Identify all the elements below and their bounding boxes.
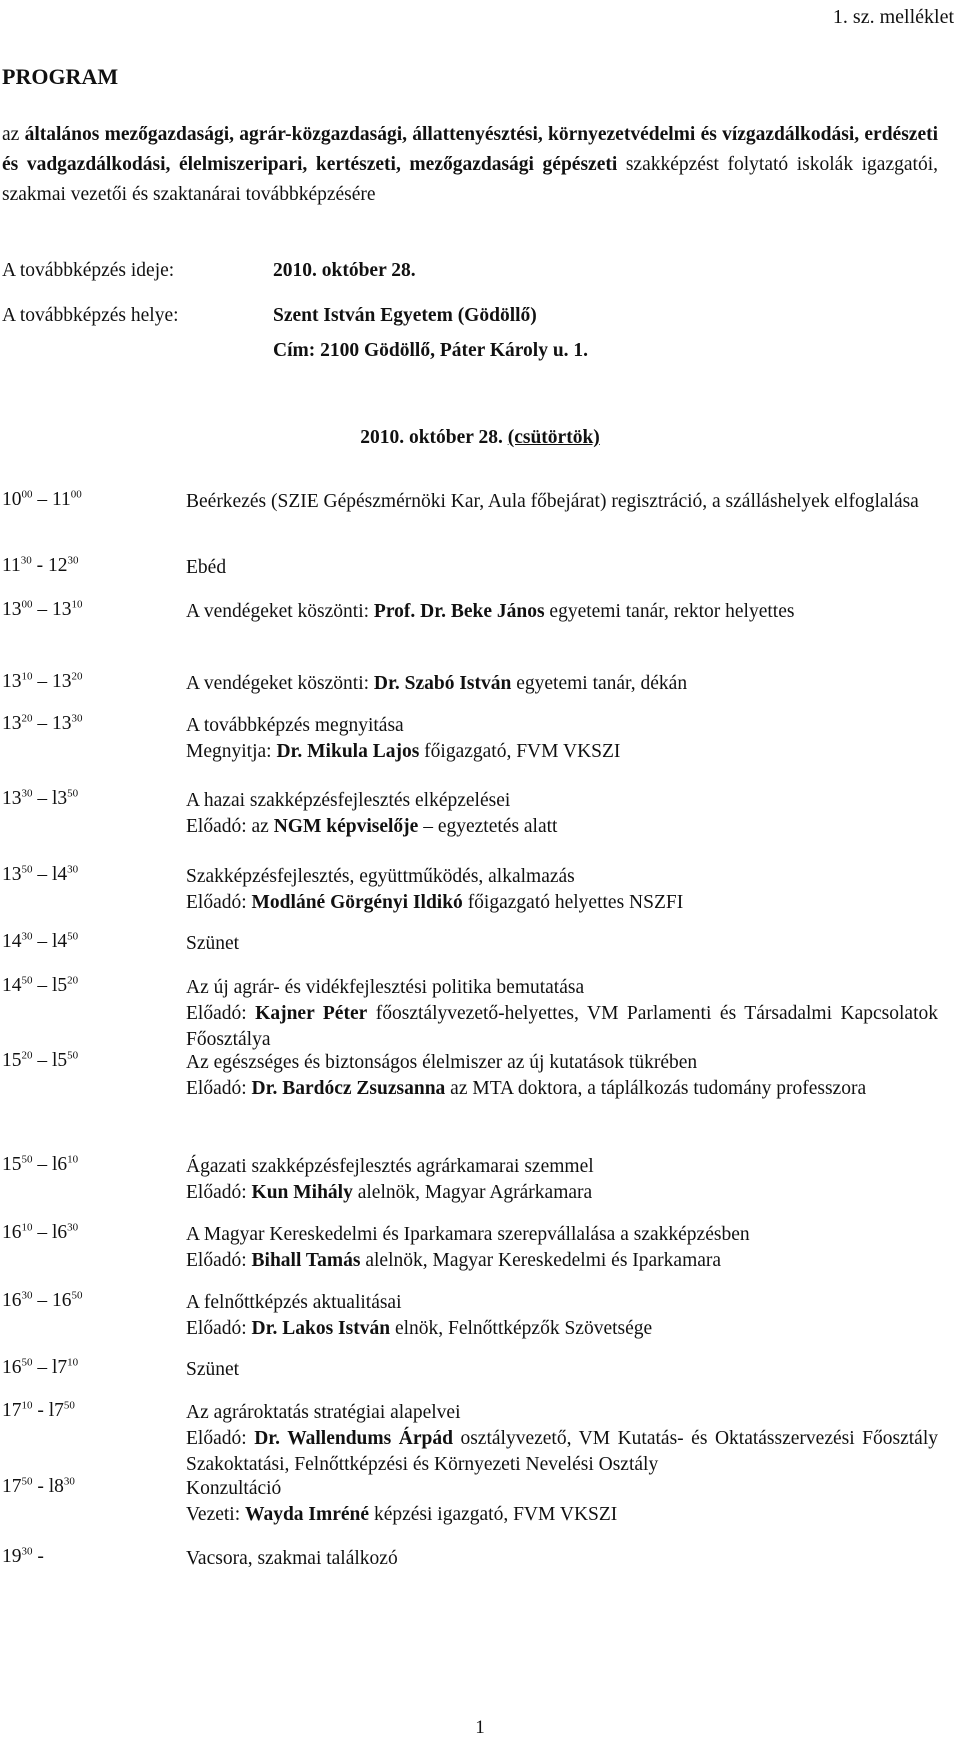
- description-line: [186, 1248, 938, 1274]
- time-range: [2, 862, 78, 887]
- highlighted-name: Bihall Tamás: [251, 1250, 361, 1271]
- description-line: [186, 1546, 938, 1572]
- schedule-description: [186, 1357, 938, 1383]
- end-hour: l5: [52, 975, 68, 996]
- start-minute: 50: [21, 863, 33, 876]
- description-text: A vendégeket köszönti:: [186, 673, 374, 694]
- end-minute: 30: [67, 1221, 79, 1234]
- schedule-description: [186, 1154, 938, 1206]
- highlighted-name: Dr. Bardócz Zsuzsanna: [251, 1078, 446, 1099]
- description-line: [186, 931, 938, 957]
- intro-paragraph: [2, 120, 938, 210]
- description-text: Ágazati szakképzésfejlesztés agrárkamarai szemmel: [186, 1156, 594, 1177]
- description-line: [186, 671, 938, 697]
- description-text: – egyeztetés alatt: [418, 816, 558, 837]
- training-place-label: A továbbképzés helye:: [2, 305, 179, 326]
- end-minute: 50: [67, 930, 79, 943]
- time-range: [2, 1398, 75, 1423]
- description-line: [186, 739, 938, 765]
- intro-text-start: az: [2, 124, 25, 145]
- description-text: Előadó:: [186, 1003, 256, 1024]
- description-line: [186, 1426, 938, 1478]
- end-minute: 30: [67, 554, 79, 567]
- start-hour: 16: [2, 1222, 22, 1243]
- description-line: [186, 1154, 938, 1180]
- schedule-description: [186, 599, 938, 625]
- start-hour: 17: [2, 1400, 22, 1421]
- end-hour: 13: [52, 713, 72, 734]
- start-hour: 13: [2, 788, 22, 809]
- description-line: [186, 864, 938, 890]
- time-separator: –: [32, 1154, 52, 1175]
- end-hour: l4: [52, 864, 68, 885]
- start-hour: 13: [2, 599, 22, 620]
- time-range: [2, 669, 83, 694]
- description-line: [186, 1180, 938, 1206]
- start-minute: 10: [21, 670, 33, 683]
- schedule-description: [186, 931, 938, 957]
- schedule-description: [186, 489, 938, 515]
- time-separator: –: [32, 1050, 52, 1071]
- description-line: [186, 1476, 938, 1502]
- description-text: Szakképzésfejlesztés, együttműködés, alkalmazás: [186, 866, 575, 887]
- description-line: [186, 1050, 938, 1076]
- start-minute: 00: [21, 598, 33, 611]
- highlighted-name: Dr. Lakos István: [251, 1318, 391, 1339]
- description-text: A Magyar Kereskedelmi és Iparkamara szerepvállalása a szakképzésben: [186, 1224, 750, 1245]
- training-address-value: Cím: 2100 Gödöllő, Páter Károly u. 1.: [273, 340, 589, 361]
- start-hour: 17: [2, 1476, 22, 1497]
- schedule-description: [186, 788, 938, 840]
- end-minute: 50: [67, 787, 79, 800]
- highlighted-name: Prof. Dr. Beke János: [373, 601, 545, 622]
- time-separator: -: [32, 1476, 49, 1497]
- start-minute: 30: [21, 1545, 33, 1558]
- intro-text-end: szakképzést folytató iskolák igazgatói, szakmai vezetői és szaktanárai továbbképzésére: [2, 154, 938, 205]
- end-minute: 10: [67, 1153, 79, 1166]
- start-minute: 30: [20, 554, 32, 567]
- description-line: [186, 1400, 938, 1426]
- start-hour: 13: [2, 864, 22, 885]
- description-text: Ebéd: [186, 557, 227, 578]
- intro-schools-list: általános mezőgazdasági, agrár-közgazdasági, állattenyésztési, környezetvédelmi és vízgazdálkodási, erdészeti és vadgazdálkodási, élelmiszeripari, kertészeti, mezőgazdasági gépészeti: [2, 124, 939, 175]
- description-text: osztályvezető, VM Kutatás- és Oktatásszervezési Főosztály Szakoktatási, Felnőttképzési és Környezeti Nevelési Osztály: [186, 1428, 938, 1475]
- highlighted-name: Kun Mihály: [251, 1182, 353, 1203]
- description-text: Előadó:: [186, 1250, 252, 1271]
- start-minute: 30: [21, 1289, 33, 1302]
- description-text: Az új agrár- és vidékfejlesztési politika bemutatása: [186, 977, 585, 998]
- description-text: Konzultáció: [186, 1478, 282, 1499]
- time-range: [2, 1474, 75, 1499]
- description-text: A vendégeket köszönti:: [186, 601, 374, 622]
- description-text: A felnőttképzés aktualitásai: [186, 1292, 402, 1313]
- schedule-description: [186, 1546, 938, 1572]
- end-hour: l6: [52, 1154, 68, 1175]
- training-date-value: 2010. október 28.: [273, 260, 416, 281]
- highlighted-name: NGM képviselője: [273, 816, 419, 837]
- start-minute: 50: [21, 1153, 33, 1166]
- time-range: [2, 1152, 78, 1177]
- time-range: [2, 487, 82, 512]
- annex-label: 1. sz. melléklet: [832, 6, 954, 28]
- description-text: Előadó:: [186, 1078, 252, 1099]
- start-minute: 30: [21, 787, 33, 800]
- description-text: elnök, Felnőttképzők Szövetsége: [390, 1318, 653, 1339]
- description-text: Szünet: [186, 933, 240, 954]
- time-separator: –: [32, 864, 52, 885]
- description-text: Vacsora, szakmai találkozó: [186, 1548, 398, 1569]
- description-text: Előadó:: [186, 892, 252, 913]
- description-line: [186, 599, 938, 625]
- time-separator: –: [32, 931, 52, 952]
- schedule-description: [186, 1290, 938, 1342]
- start-hour: 13: [2, 671, 22, 692]
- start-minute: 10: [21, 1221, 33, 1234]
- end-minute: 50: [67, 1049, 79, 1062]
- description-line: [186, 1290, 938, 1316]
- end-hour: 11: [52, 489, 71, 510]
- schedule-description: [186, 713, 938, 765]
- day-heading: [0, 425, 960, 450]
- description-text: főigazgató, FVM VKSZI: [419, 741, 621, 762]
- description-text: az MTA doktora, a táplálkozás tudomány professzora: [445, 1078, 867, 1099]
- description-line: [186, 1001, 938, 1053]
- end-minute: 20: [71, 670, 83, 683]
- time-separator: –: [32, 788, 52, 809]
- description-line: [186, 814, 938, 840]
- page-number: 1: [475, 1717, 485, 1738]
- time-separator: –: [32, 1290, 52, 1311]
- schedule-description: [186, 1476, 938, 1528]
- start-minute: 50: [21, 1475, 33, 1488]
- time-separator: –: [32, 713, 52, 734]
- end-hour: 12: [48, 555, 68, 576]
- start-minute: 00: [21, 488, 33, 501]
- start-minute: 30: [21, 930, 33, 943]
- schedule-description: [186, 671, 938, 697]
- description-text: alelnök, Magyar Kereskedelmi és Iparkamara: [360, 1250, 722, 1271]
- day-heading-weekday: (csütörtök): [507, 427, 600, 448]
- description-line: [186, 713, 938, 739]
- description-line: [186, 890, 938, 916]
- time-separator: –: [32, 1357, 52, 1378]
- description-text: Előadó: az: [186, 816, 274, 837]
- time-range: [2, 1288, 83, 1313]
- description-text: főigazgató helyettes NSZFI: [462, 892, 684, 913]
- start-hour: 15: [2, 1154, 22, 1175]
- description-line: [186, 555, 938, 581]
- description-text: képzési igazgató, FVM VKSZI: [369, 1504, 618, 1525]
- start-hour: 11: [2, 555, 21, 576]
- description-text: Előadó:: [186, 1182, 252, 1203]
- start-hour: 14: [2, 975, 22, 996]
- end-minute: 50: [71, 1289, 83, 1302]
- program-title: PROGRAM: [2, 64, 119, 89]
- schedule-description: [186, 1222, 938, 1274]
- time-range: [2, 929, 78, 954]
- highlighted-name: Modláné Görgényi Ildikó: [251, 892, 463, 913]
- description-line: [186, 975, 938, 1001]
- time-range: [2, 711, 83, 736]
- time-range: [2, 786, 78, 811]
- schedule-description: [186, 1400, 938, 1478]
- end-hour: l6: [52, 1222, 68, 1243]
- day-heading-date: 2010. október 28.: [360, 427, 503, 448]
- time-separator: -: [31, 555, 49, 576]
- description-text: egyetemi tanár, rektor helyettes: [544, 601, 795, 622]
- description-text: Előadó:: [186, 1428, 255, 1449]
- end-minute: 30: [67, 863, 79, 876]
- end-hour: l4: [52, 931, 68, 952]
- schedule-description: [186, 975, 938, 1053]
- description-line: [186, 1222, 938, 1248]
- start-hour: 19: [2, 1546, 22, 1567]
- highlighted-name: Dr. Szabó István: [373, 673, 512, 694]
- end-hour: l7: [48, 1400, 64, 1421]
- description-line: [186, 1076, 938, 1102]
- start-minute: 20: [21, 712, 33, 725]
- schedule-description: [186, 1050, 938, 1102]
- description-text: Beérkezés (SZIE Gépészmérnöki Kar, Aula főbejárat) regisztráció, a szálláshelyek elfoglalása: [186, 491, 919, 512]
- start-hour: 15: [2, 1050, 22, 1071]
- end-hour: 13: [52, 599, 72, 620]
- highlighted-name: Dr. Mikula Lajos: [276, 741, 420, 762]
- time-range: [2, 1355, 78, 1380]
- end-hour: l7: [52, 1357, 68, 1378]
- start-minute: 50: [21, 1356, 33, 1369]
- time-separator: –: [32, 975, 52, 996]
- end-hour: l8: [48, 1476, 64, 1497]
- end-minute: 30: [63, 1475, 75, 1488]
- description-text: A hazai szakképzésfejlesztés elképzelései: [186, 790, 511, 811]
- time-range: [2, 973, 78, 998]
- training-place-value: Szent István Egyetem (Gödöllő): [273, 305, 537, 326]
- time-range: [2, 1220, 78, 1245]
- description-text: A továbbképzés megnyitása: [186, 715, 404, 736]
- start-minute: 50: [21, 974, 33, 987]
- description-line: [186, 1357, 938, 1383]
- start-minute: 10: [21, 1399, 33, 1412]
- end-minute: 10: [67, 1356, 79, 1369]
- highlighted-name: Kajner Péter: [255, 1003, 368, 1024]
- description-line: [186, 1316, 938, 1342]
- description-line: [186, 788, 938, 814]
- start-hour: 16: [2, 1357, 22, 1378]
- end-hour: l3: [52, 788, 68, 809]
- end-hour: 16: [52, 1290, 72, 1311]
- highlighted-name: Wayda Imréné: [245, 1504, 370, 1525]
- time-separator: -: [32, 1400, 49, 1421]
- end-minute: 50: [63, 1399, 75, 1412]
- highlighted-name: Dr. Wallendums Árpád: [254, 1428, 453, 1449]
- time-range: [2, 597, 83, 622]
- time-separator: -: [32, 1546, 44, 1567]
- description-text: Az agrároktatás stratégiai alapelvei: [186, 1402, 461, 1423]
- time-separator: –: [32, 489, 52, 510]
- start-hour: 14: [2, 931, 22, 952]
- end-minute: 00: [70, 488, 82, 501]
- description-text: főosztályvezető-helyettes, VM Parlamenti és Társadalmi Kapcsolatok Főosztálya: [186, 1003, 939, 1050]
- description-line: [186, 1502, 938, 1528]
- time-range: [2, 1544, 44, 1569]
- start-hour: 10: [2, 489, 22, 510]
- schedule-description: [186, 864, 938, 916]
- description-text: alelnök, Magyar Agrárkamara: [352, 1182, 593, 1203]
- description-line: [186, 489, 938, 515]
- start-minute: 20: [21, 1049, 33, 1062]
- end-hour: 13: [52, 671, 72, 692]
- schedule-description: [186, 555, 938, 581]
- start-hour: 13: [2, 713, 22, 734]
- end-minute: 20: [67, 974, 79, 987]
- description-text: Vezeti:: [186, 1504, 246, 1525]
- end-minute: 30: [71, 712, 83, 725]
- description-text: Az egészséges és biztonságos élelmiszer az új kutatások tükrében: [186, 1052, 698, 1073]
- end-minute: 10: [71, 598, 83, 611]
- time-range: [2, 553, 79, 578]
- time-separator: –: [32, 1222, 52, 1243]
- start-hour: 16: [2, 1290, 22, 1311]
- description-text: egyetemi tanár, dékán: [511, 673, 688, 694]
- description-text: Előadó:: [186, 1318, 252, 1339]
- description-text: Megnyitja:: [186, 741, 277, 762]
- end-hour: l5: [52, 1050, 68, 1071]
- description-text: Szünet: [186, 1359, 240, 1380]
- time-separator: –: [32, 599, 52, 620]
- training-date-label: A továbbképzés ideje:: [2, 260, 175, 281]
- time-separator: –: [32, 671, 52, 692]
- time-range: [2, 1048, 78, 1073]
